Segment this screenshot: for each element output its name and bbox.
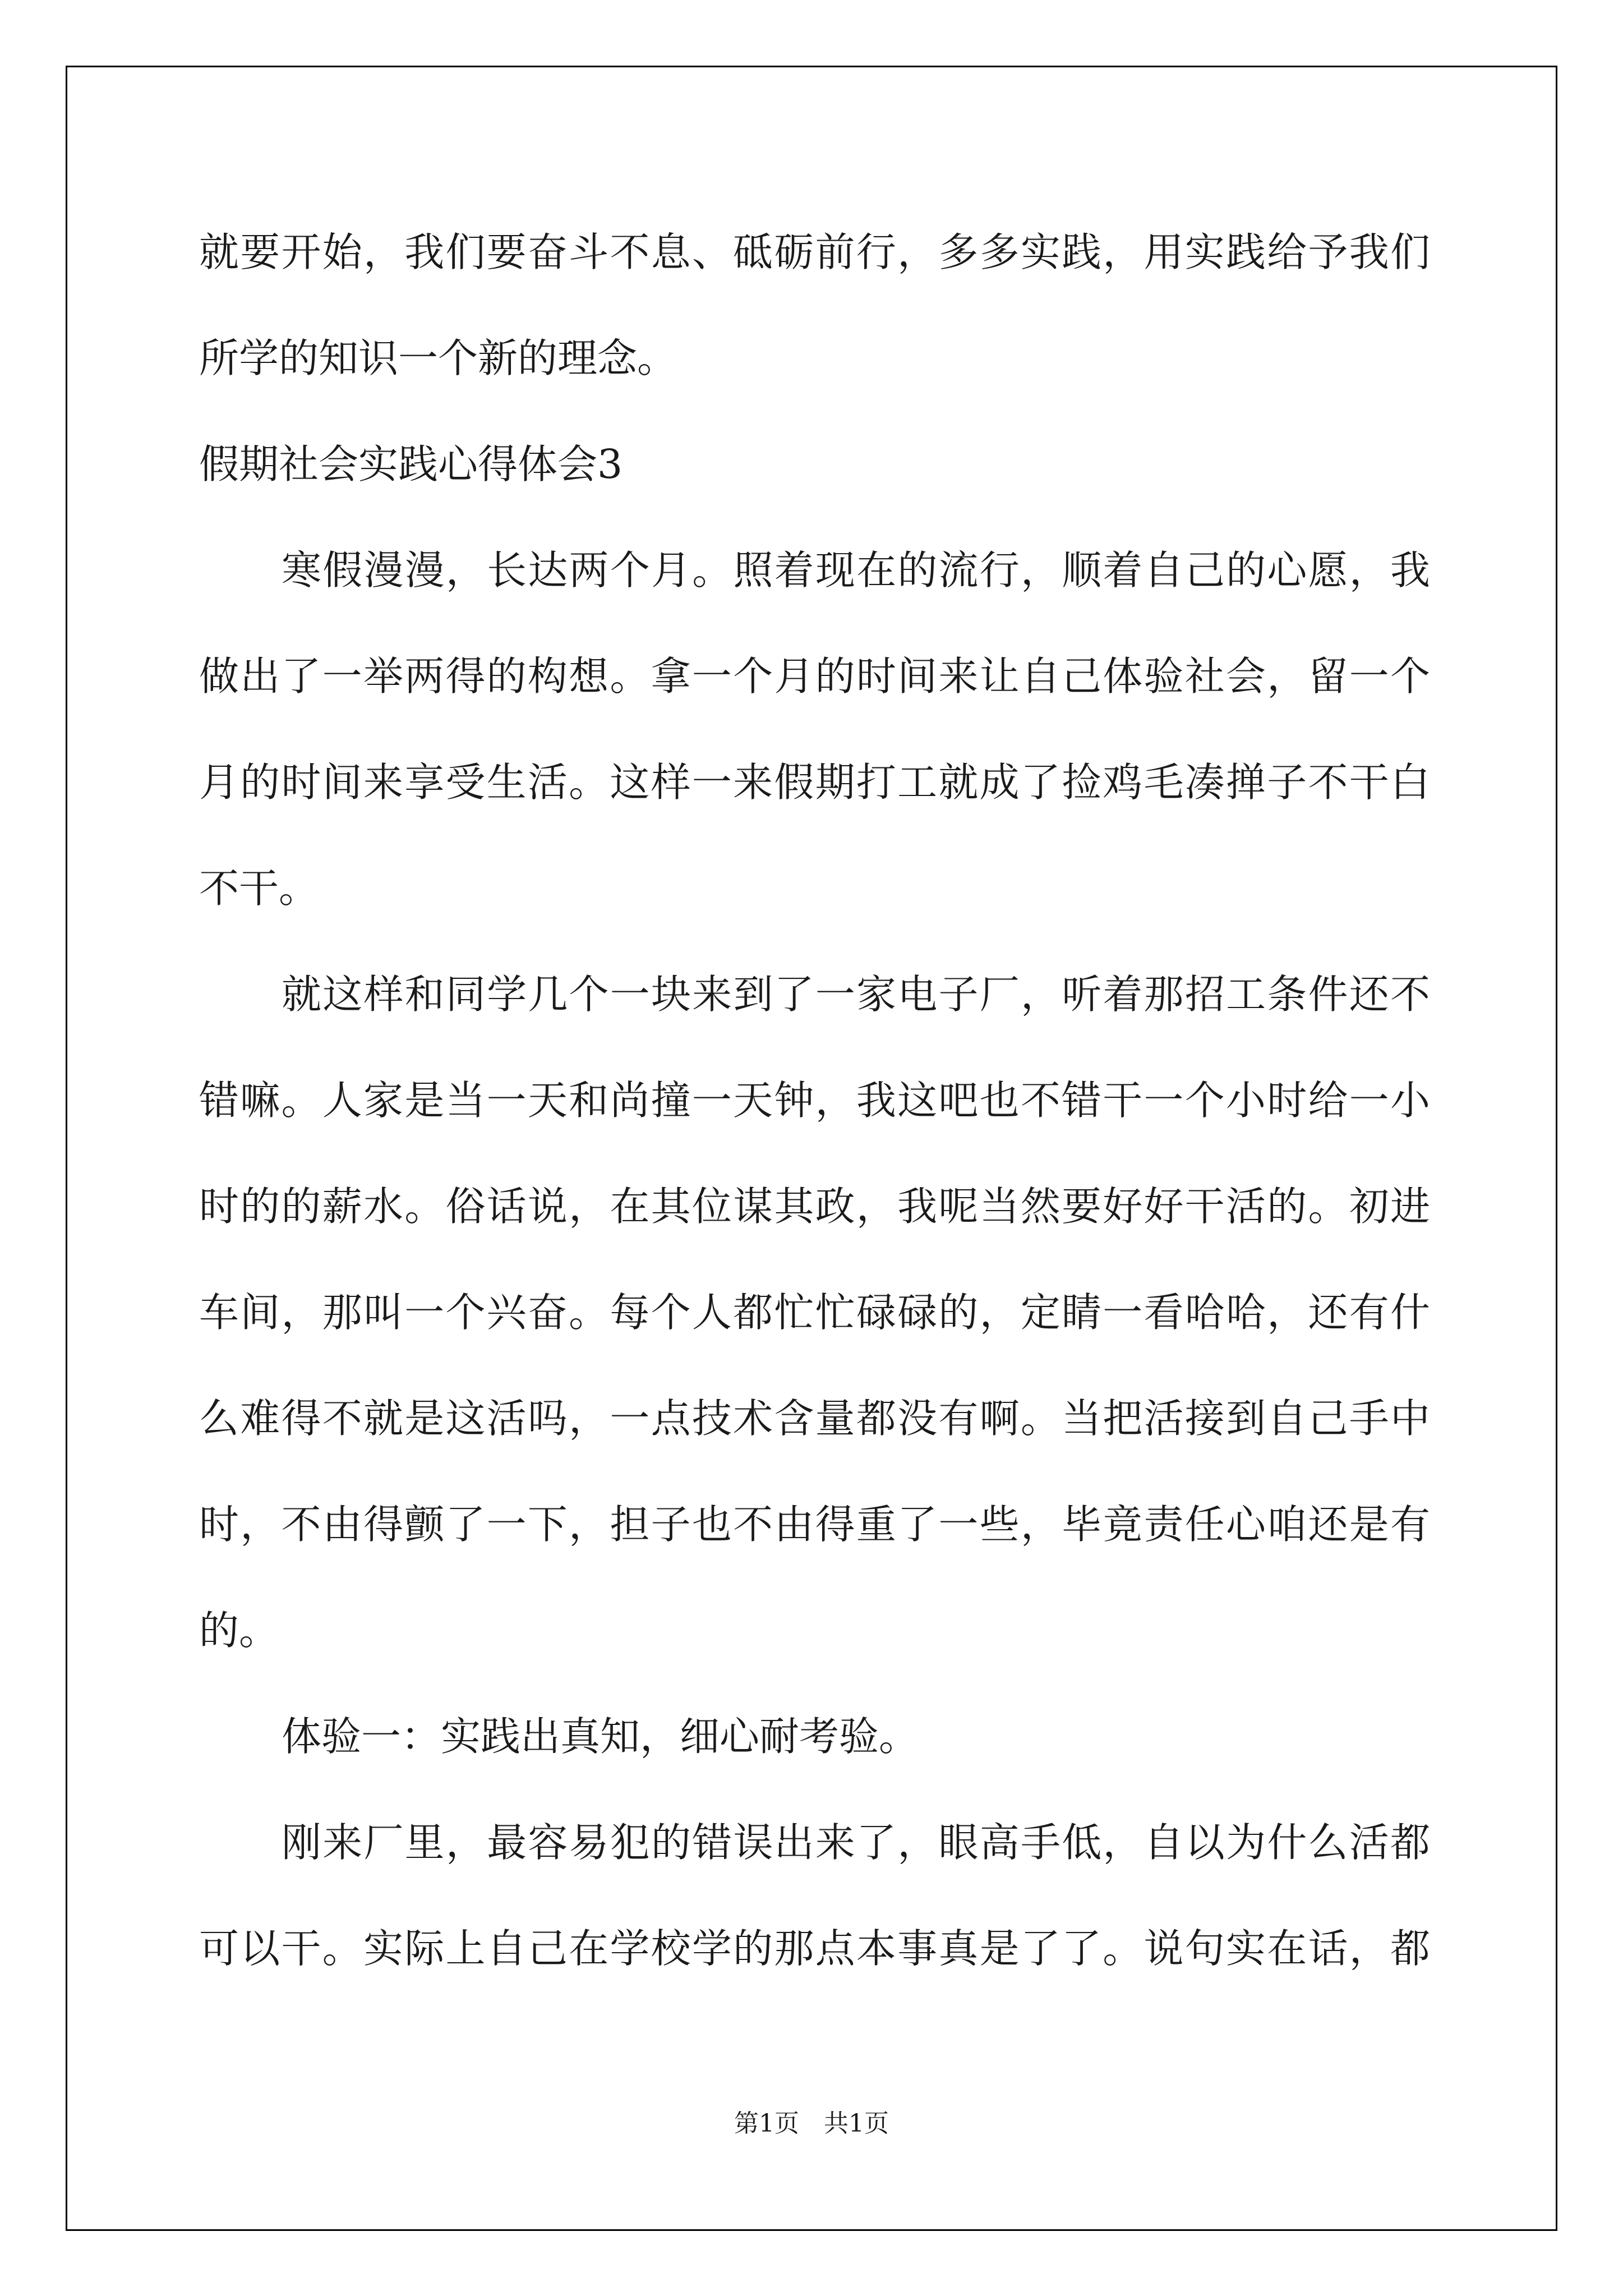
page-number: 第1页 <box>734 2109 799 2138</box>
text-line: 刚来厂里，最容易犯的错误出来了，眼高手低，自以为什么活都 <box>282 1819 1430 1866</box>
text-line: 车间，那叫一个兴奋。每个人都忙忙碌碌的，定睛一看哈哈，还有什 <box>199 1289 1430 1336</box>
text-line: 就要开始，我们要奋斗不息、砥砺前行，多多实践，用实践给予我们 <box>199 229 1430 275</box>
page-footer <box>0 2107 1623 2141</box>
page-total: 共1页 <box>824 2109 889 2138</box>
text-line: 做出了一举两得的构想。拿一个月的时间来让自己体验社会，留一个 <box>199 653 1430 700</box>
text-line: 时，不由得颤了一下，担子也不由得重了一些，毕竟责任心咱还是有 <box>199 1501 1430 1548</box>
text-line: 月的时间来享受生活。这样一来假期打工就成了捡鸡毛凑掸子不干白 <box>199 759 1430 806</box>
text-line: 的。 <box>199 1607 279 1654</box>
text-line: 不干。 <box>199 865 319 912</box>
section-heading: 假期社会实践心得体会3 <box>199 441 623 487</box>
text-line: 时的的薪水。俗话说，在其位谋其政，我呢当然要好好干活的。初进 <box>199 1183 1430 1230</box>
text-line: 所学的知识一个新的理念。 <box>199 335 677 381</box>
text-line: 寒假漫漫，长达两个月。照着现在的流行，顺着自己的心愿，我 <box>282 547 1430 593</box>
text-line: 就这样和同学几个一块来到了一家电子厂，听着那招工条件还不 <box>282 971 1430 1018</box>
text-line: 么难得不就是这活吗，一点技术含量都没有啊。当把活接到自己手中 <box>199 1395 1430 1442</box>
text-line: 可以干。实际上自己在学校学的那点本事真是了了。说句实在话，都 <box>199 1925 1430 1972</box>
text-line: 体验一：实践出真知，细心耐考验。 <box>282 1713 919 1760</box>
text-line: 错嘛。人家是当一天和尚撞一天钟，我这吧也不错干一个小时给一小 <box>199 1077 1430 1124</box>
